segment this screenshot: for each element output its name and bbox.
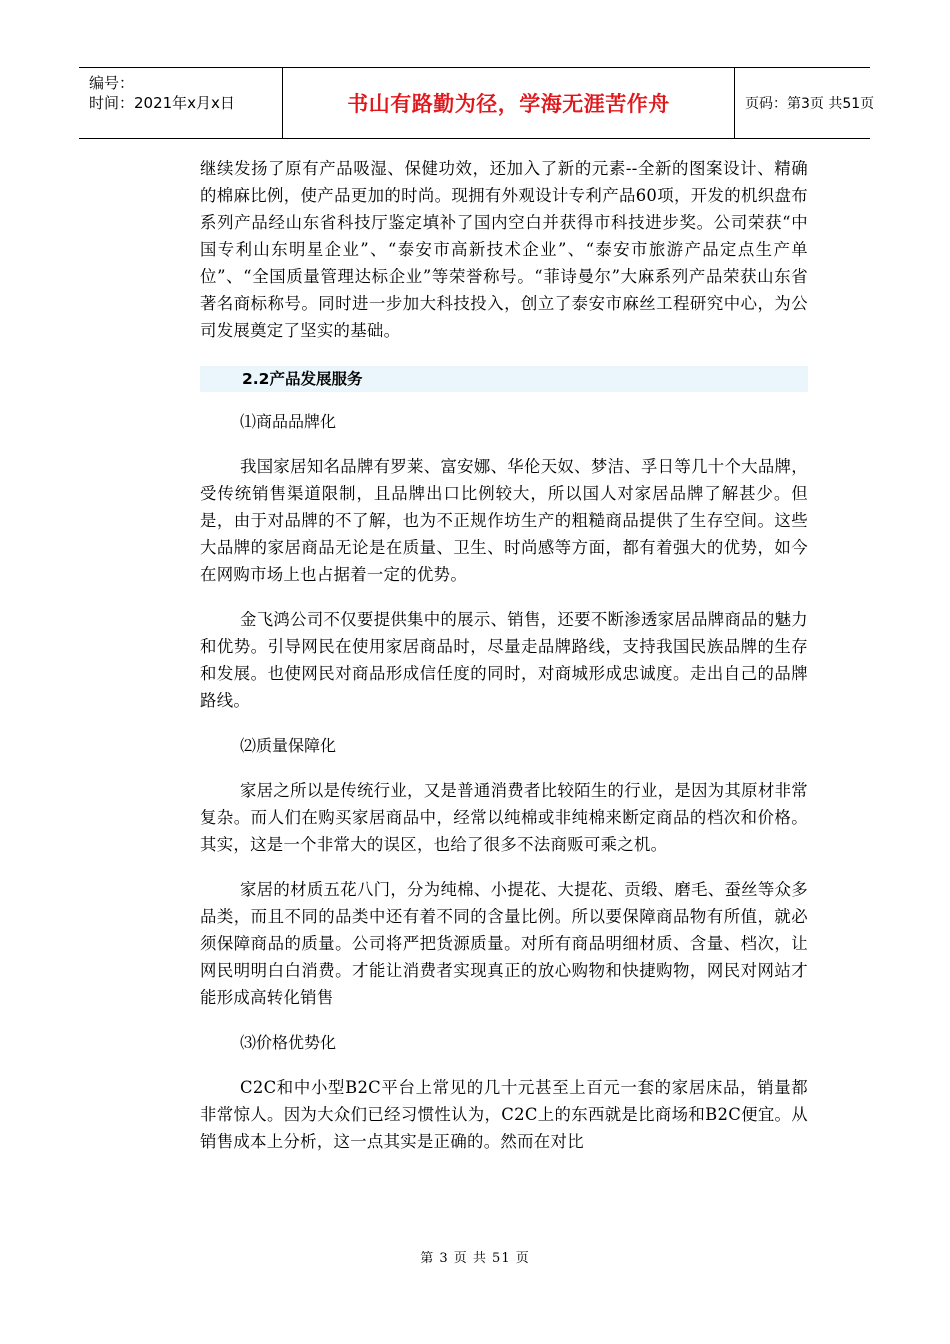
document-body bbox=[200, 155, 808, 1155]
page-footer: 第 3 页 共 51 页 bbox=[420, 1251, 530, 1266]
paragraph-quality-2: 家居的材质五花八门，分为纯棉、小提花、大提花、贡缎、磨毛、蚕丝等众多品类，而且不同的品类中还有着不同的含量比例。所以要保障商品物有所值，就必须保障商品的质量。公司将严把货源质量。对所有商品明细材质、含量、档次，让网民明明白白消费。才能让消费者实现真正的放心购物和快捷购物，网民对网站才能形成高转化销售 bbox=[200, 880, 808, 1007]
header-page-info: 页码：第3页 共51页 bbox=[745, 96, 875, 112]
subsection-title-quality: ⑵质量保障化 bbox=[240, 736, 337, 755]
paragraph-brand-1: 我国家居知名品牌有罗莱、富安娜、华伦天奴、梦洁、孚日等几十个大品牌，受传统销售渠道限制，且品牌出口比例较大，所以国人对家居品牌了解甚少。但是，由于对品牌的不了解，也为不正规作坊生产的粗糙商品提供了生存空间。这些大品牌的家居商品无论是在质量、卫生、时尚感等方面，都有着强大的优势，如今在网购市场上也占据着一定的优势。 bbox=[200, 457, 808, 584]
subsection-title-price: ⑶价格优势化 bbox=[240, 1033, 337, 1052]
header-motto: 书山有路勤为径，学海无涯苦作舟 bbox=[347, 92, 670, 116]
doc-code-label: 编号： bbox=[89, 74, 135, 92]
intro-paragraph: 继续发扬了原有产品吸湿、保健功效，还加入了新的元素--全新的图案设计、精确的棉麻比例，使产品更加的时尚。现拥有外观设计专利产品60项，开发的机织盘布系列产品经山东省科技厅鉴定填补了国内空白并获得市科技进步奖。公司荣获“中国专利山东明星企业”、“泰安市高新技术企业”、“泰安市旅游产品定点生产单位”、“全国质量管理达标企业”等荣誉称号。“菲诗曼尔”大麻系列产品荣获山东省著名商标称号。同时进一步加大科技投入，创立了泰安市麻丝工程研究中心，为公司发展奠定了坚实的基础。 bbox=[200, 159, 808, 340]
section-title: 2.2产品发展服务 bbox=[200, 366, 808, 392]
paragraph-price-1: C2C和中小型B2C平台上常见的几十元甚至上百元一套的家居床品，销量都非常惊人。因为大众们已经习惯性认为，C2C上的东西就是比商场和B2C便宜。从销售成本上分析，这一点其实是正确的。然而在对比 bbox=[200, 1078, 808, 1151]
page-header bbox=[79, 67, 875, 139]
paragraph-quality-1: 家居之所以是传统行业，又是普通消费者比较陌生的行业，是因为其原材非常复杂。而人们在购买家居商品中，经常以纯棉或非纯棉来断定商品的档次和价格。其实，这是一个非常大的误区，也给了很多不法商贩可乘之机。 bbox=[200, 781, 808, 854]
doc-date: 时间：2021年x月x日 bbox=[89, 94, 235, 112]
paragraph-brand-2: 金飞鸿公司不仅要提供集中的展示、销售，还要不断渗透家居品牌商品的魅力和优势。引导网民在使用家居商品时，尽量走品牌路线，支持我国民族品牌的生存和发展。也使网民对商品形成信任度的同时，对商城形成忠诚度。走出自己的品牌路线。 bbox=[200, 610, 808, 710]
header-meta bbox=[79, 68, 282, 138]
subsection-title-brand: ⑴商品品牌化 bbox=[240, 412, 337, 431]
